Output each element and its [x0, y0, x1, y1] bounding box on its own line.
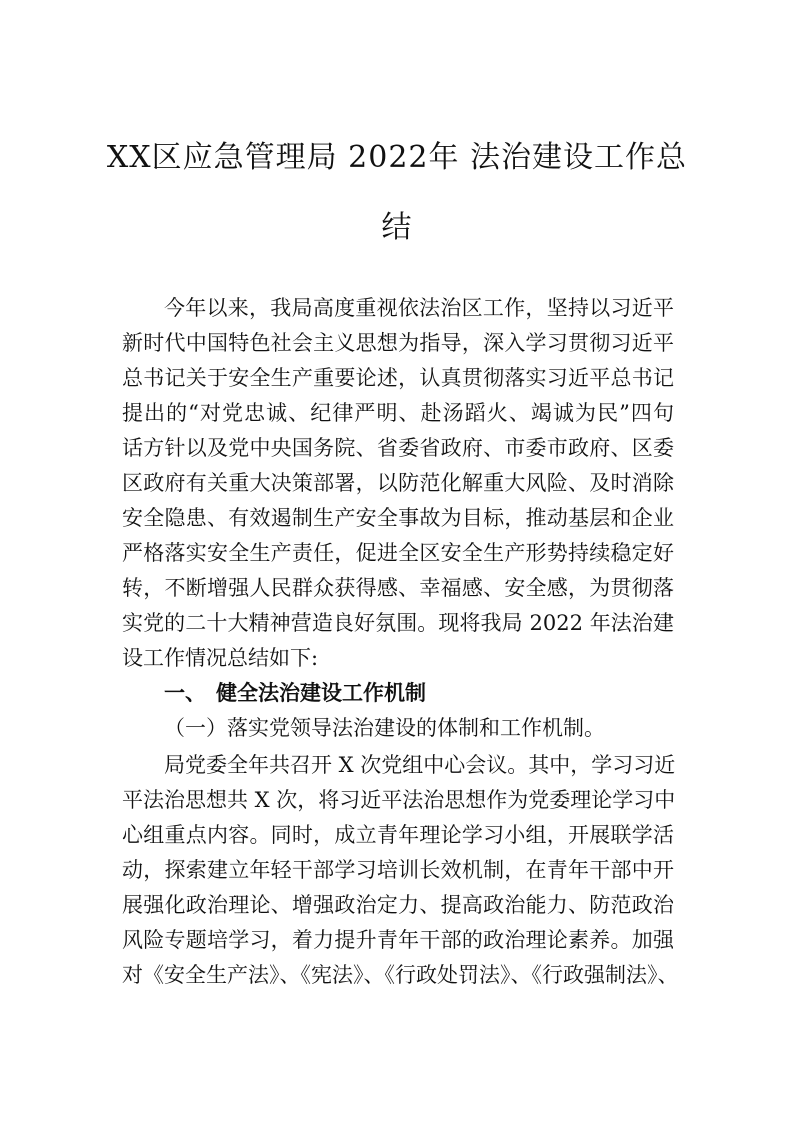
intro-paragraph-line: 严格落实安全生产责任，促进全区安全生产形势持续稳定好 [122, 541, 674, 565]
intro-paragraph-line: 转，不断增强人民群众获得感、幸福感、安全感，为贯彻落 [122, 576, 674, 600]
body-paragraph-line: 风险专题培学习，着力提升青年干部的政治理论素养。加强 [122, 928, 674, 952]
intro-paragraph-line: 总书记关于安全生产重要论述，认真贯彻落实习近平总书记 [122, 366, 674, 390]
intro-paragraph-line: 设工作情况总结如下: [122, 646, 319, 670]
intro-paragraph-line: 今年以来，我局高度重视依法治区工作，坚持以习近平 [164, 296, 674, 320]
body-paragraph-line: 心组重点内容。同时，成立青年理论学习小组，开展联学活 [122, 823, 674, 847]
intro-paragraph-line: 新时代中国特色社会主义思想为指导，深入学习贯彻习近平 [122, 331, 674, 355]
intro-paragraph-line: 区政府有关重大决策部署，以防范化解重大风险、及时消除 [122, 471, 674, 495]
section-title: 健全法治建设工作机制 [216, 681, 426, 705]
intro-paragraph-line: 安全隐患、有效遏制生产安全事故为目标，推动基层和企业 [122, 506, 674, 530]
intro-paragraph-line: 实党的二十大精神营造良好氛围。现将我局 2022 年法治建 [122, 611, 674, 635]
body-paragraph-line: 局党委全年共召开 X 次党组中心会议。其中，学习习近 [164, 753, 676, 777]
section-heading [164, 678, 426, 708]
section-number: 一、 [164, 681, 206, 705]
intro-paragraph-line: 提出的“对党忠诚、纪律严明、赴汤蹈火、竭诚为民”四句 [122, 401, 674, 425]
body-paragraph-line: 对《安全生产法》、《宪法》、《行政处罚法》、《行政强制法》、 [122, 963, 679, 987]
intro-paragraph-line: 话方针以及党中央国务院、省委省政府、市委市政府、区委 [122, 436, 674, 460]
document-title-line-2: 结 [381, 210, 413, 245]
body-paragraph-line: 平法治思想共 X 次，将习近平法治思想作为党委理论学习中 [122, 788, 676, 812]
document-title-line-1: XX区应急管理局 2022年 法治建设工作总 [106, 140, 688, 175]
body-paragraph-line: 动，探索建立年轻干部学习培训长效机制，在青年干部中开 [122, 858, 674, 882]
body-paragraph-line: 展强化政治理论、增强政治定力、提高政治能力、防范政治 [122, 893, 674, 917]
subsection-heading: （一）落实党领导法治建设的体制和工作机制。 [164, 716, 605, 740]
